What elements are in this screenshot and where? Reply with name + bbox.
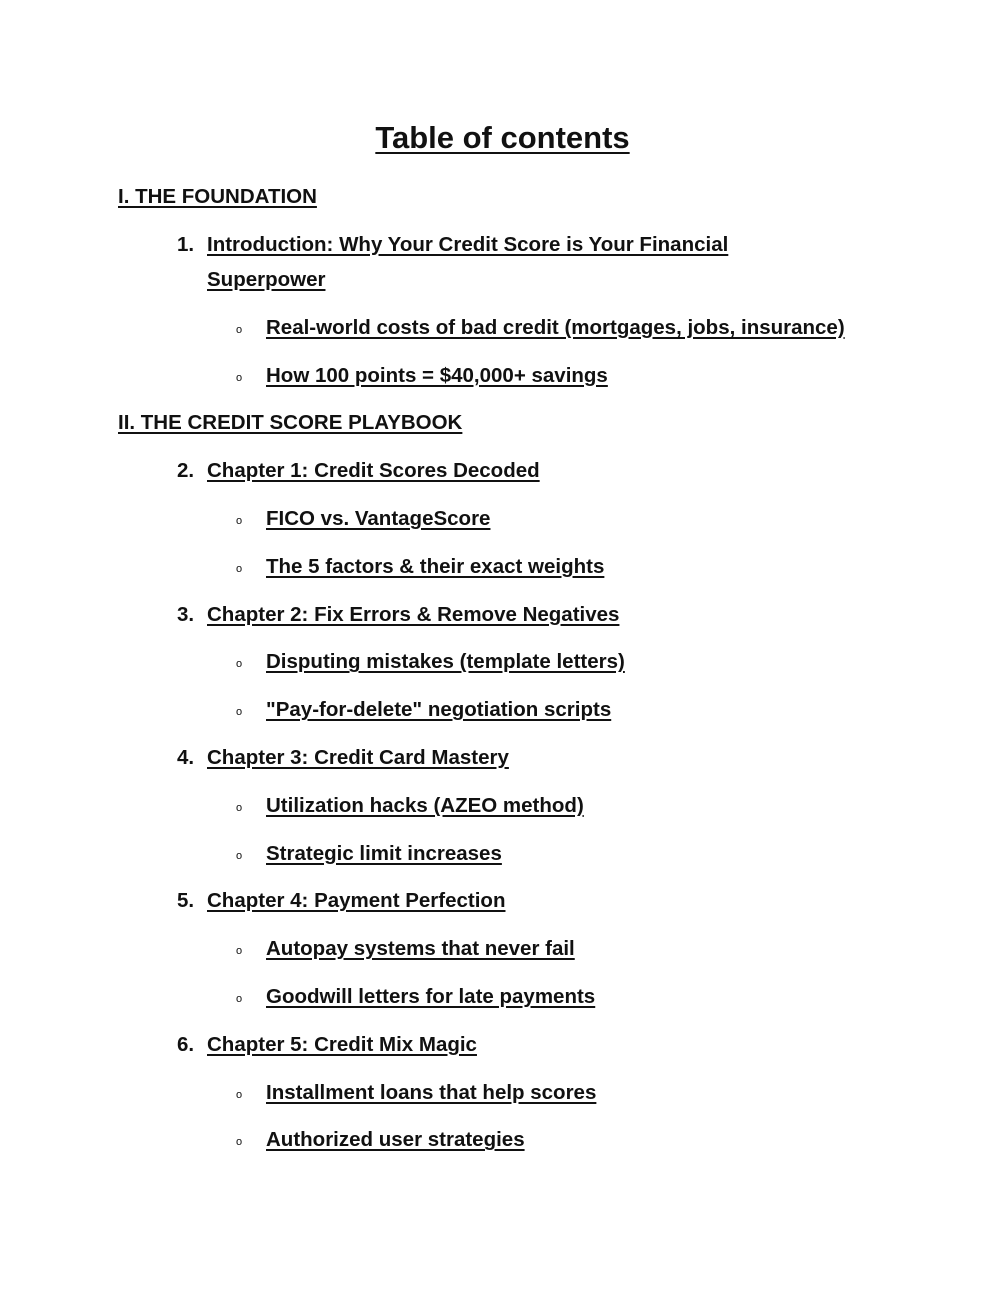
circle-bullet-icon: o — [236, 514, 243, 527]
toc-chapter[interactable]: 6. Chapter 5: Credit Mix Magic — [177, 1032, 477, 1056]
section-heading[interactable]: II. THE CREDIT SCORE PLAYBOOK — [118, 411, 463, 435]
toc-chapter[interactable]: 5. Chapter 4: Payment Perfection — [177, 889, 506, 913]
circle-bullet-icon: o — [236, 706, 243, 719]
circle-bullet-icon: o — [236, 371, 243, 384]
circle-bullet-icon: o — [236, 849, 243, 862]
toc-chapter[interactable]: 1. Introduction: Why Your Credit Score is Your Financial Superpower — [177, 232, 729, 291]
toc-subitem[interactable]: o Goodwill letters for late payments — [118, 979, 978, 1027]
toc-chapter[interactable]: 4. Chapter 3: Credit Card Mastery — [177, 745, 509, 769]
circle-bullet-icon: o — [236, 1088, 243, 1101]
table-of-contents — [118, 179, 978, 1170]
toc-subitem[interactable]: o Authorized user strategies — [118, 1122, 978, 1170]
toc-subitem[interactable]: o Disputing mistakes (template letters) — [118, 644, 978, 692]
toc-subitem[interactable]: o Real-world costs of bad credit (mortgages, jobs, insurance) — [118, 310, 978, 358]
toc-chapter[interactable]: 2. Chapter 1: Credit Scores Decoded — [177, 459, 540, 483]
circle-bullet-icon: o — [236, 562, 243, 575]
circle-bullet-icon: o — [236, 801, 243, 814]
circle-bullet-icon: o — [236, 1136, 243, 1149]
toc-chapter[interactable]: 3. Chapter 2: Fix Errors & Remove Negatives — [177, 602, 620, 626]
toc-subitem[interactable]: o How 100 points = $40,000+ savings — [118, 358, 978, 406]
toc-subitem[interactable]: o "Pay-for-delete" negotiation scripts — [118, 692, 978, 740]
toc-link[interactable]: Introduction: Why Your Credit Score is Your Financial Superpower — [207, 232, 729, 291]
circle-bullet-icon: o — [236, 323, 243, 336]
circle-bullet-icon: o — [236, 945, 243, 958]
toc-subitem[interactable]: o The 5 factors & their exact weights — [118, 549, 978, 597]
circle-bullet-icon: o — [236, 992, 243, 1005]
toc-subitem[interactable]: o FICO vs. VantageScore — [118, 501, 978, 549]
toc-subitem[interactable]: o Installment loans that help scores — [118, 1075, 978, 1123]
toc-subitem[interactable]: o Utilization hacks (AZEO method) — [118, 788, 978, 836]
section-heading[interactable]: I. THE FOUNDATION — [118, 185, 317, 208]
page-title: Table of contents — [375, 120, 630, 155]
toc-subitem[interactable]: o Strategic limit increases — [118, 836, 978, 884]
circle-bullet-icon: o — [236, 658, 243, 671]
toc-subitem[interactable]: o Autopay systems that never fail — [118, 931, 978, 979]
